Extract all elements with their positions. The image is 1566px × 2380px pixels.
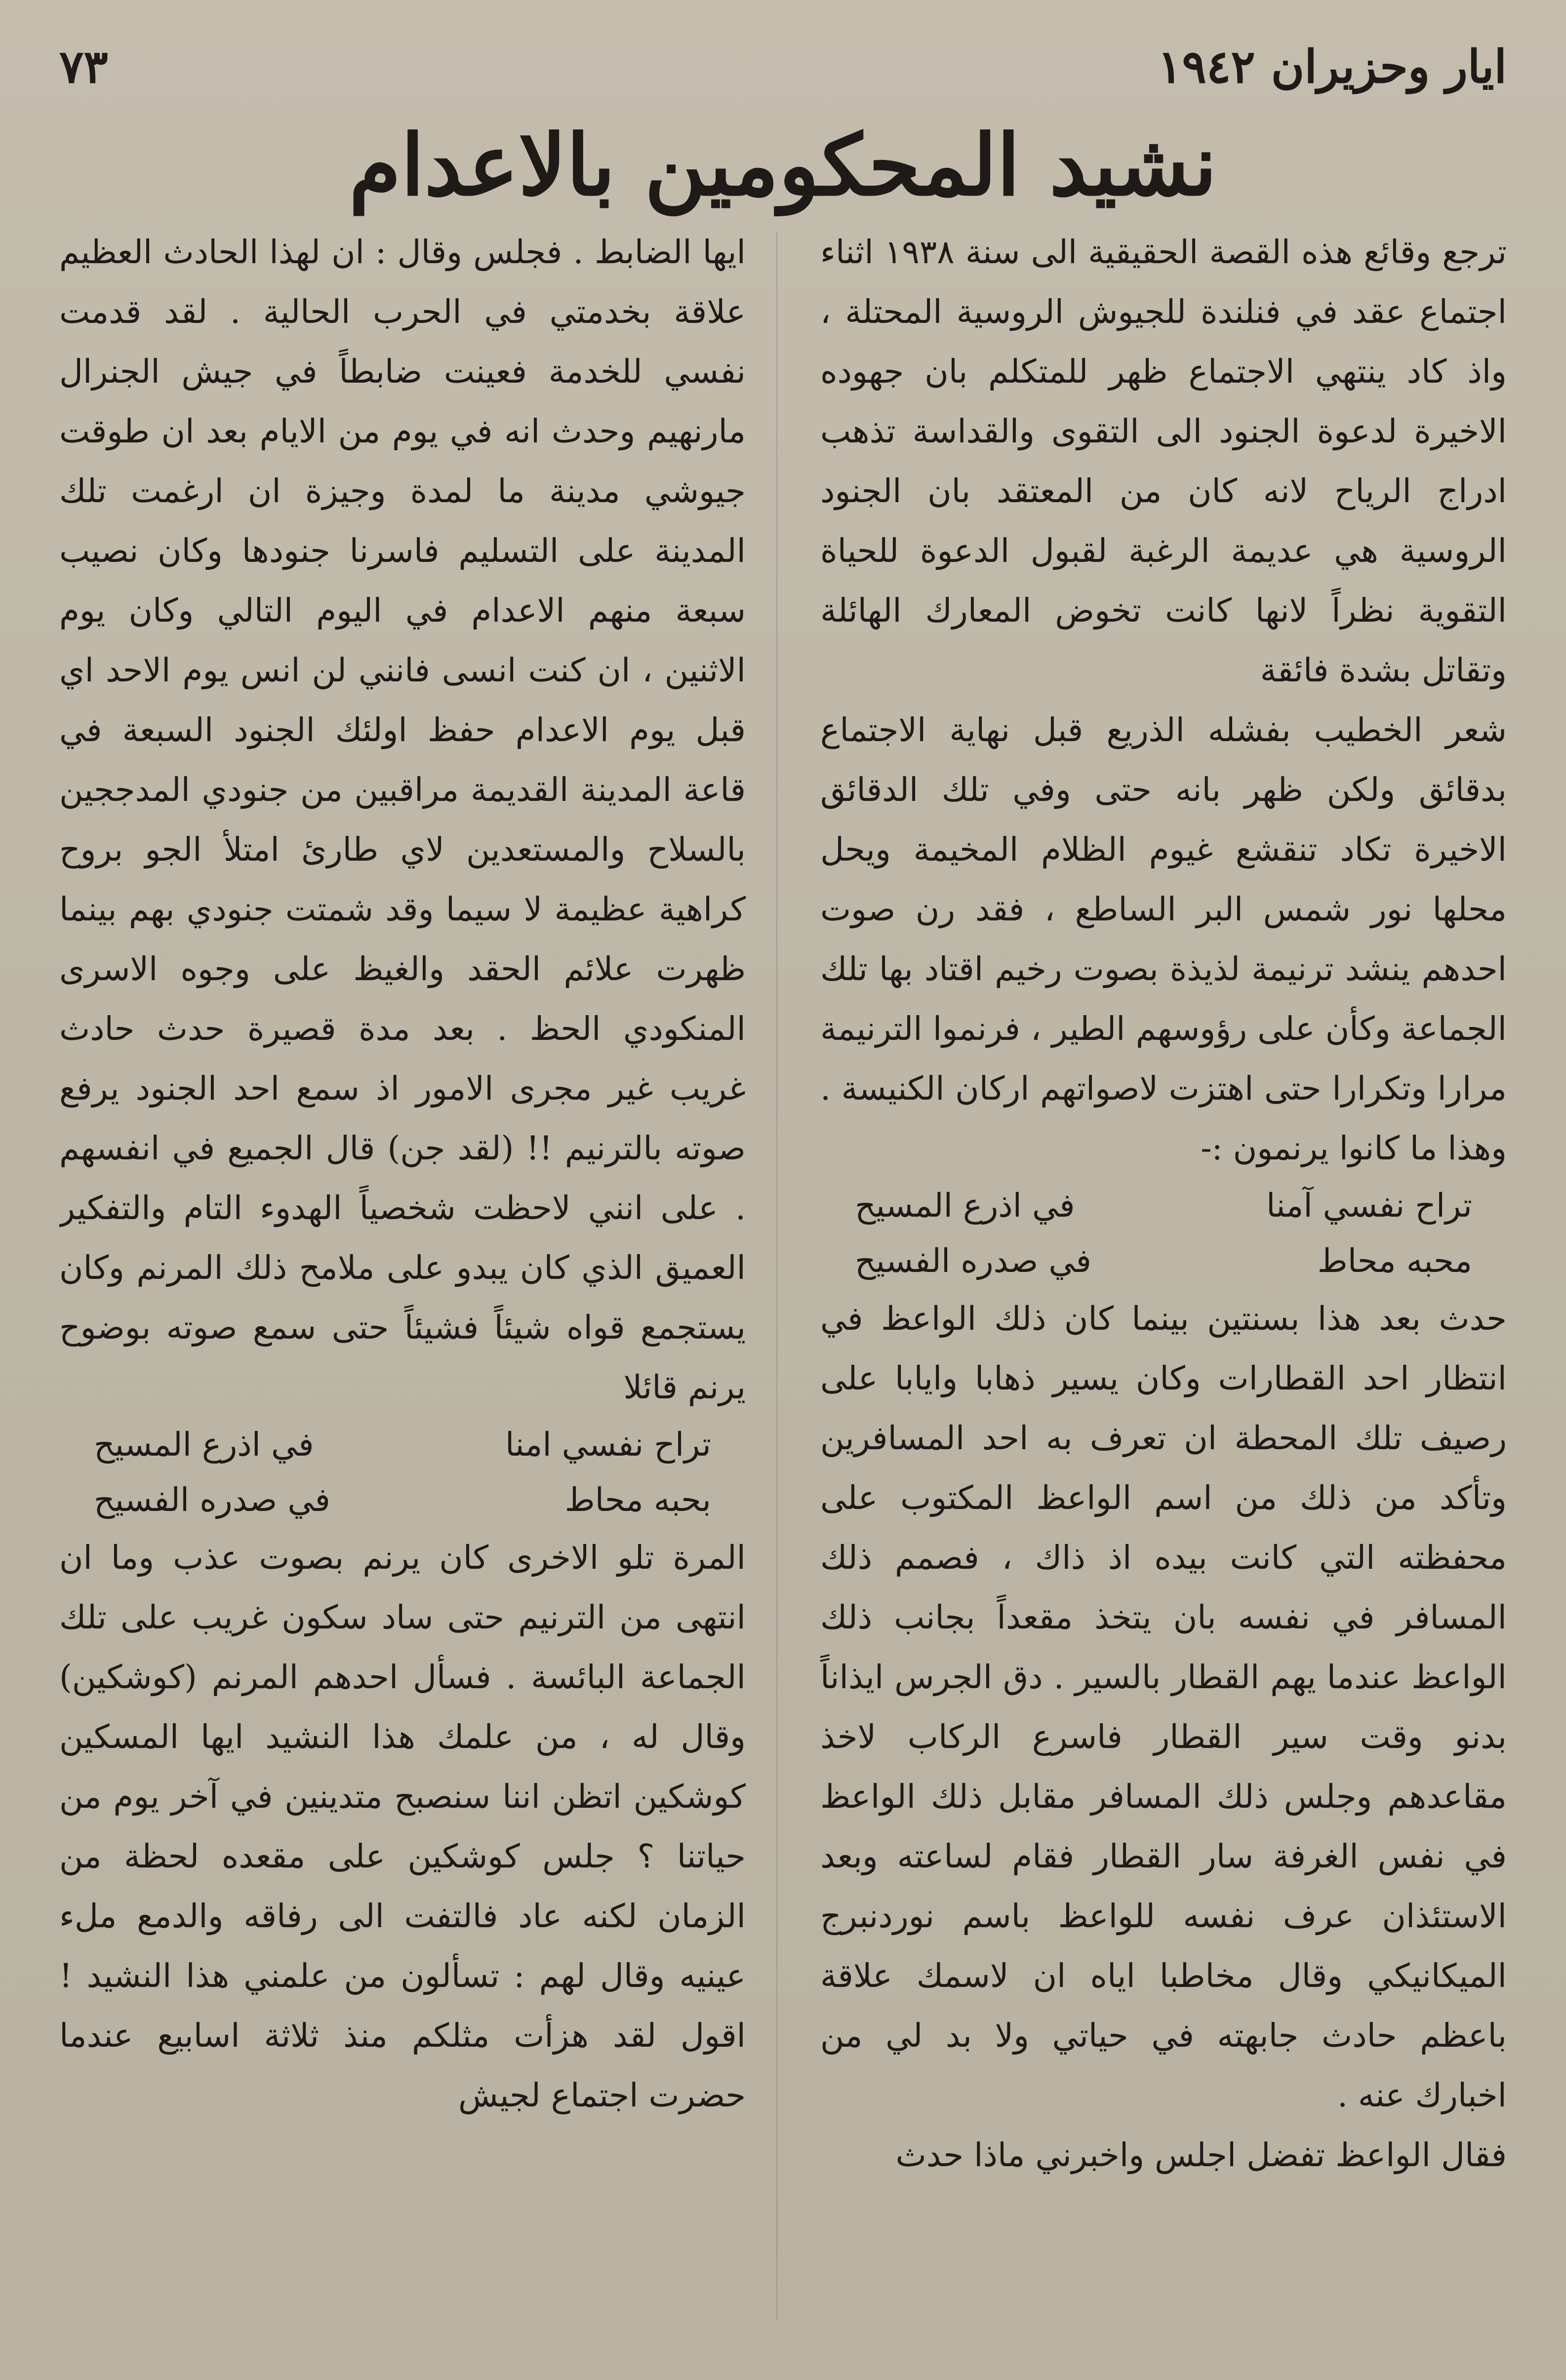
page-number: ٧٣ bbox=[59, 40, 108, 93]
verse-hemistich: تراح نفسي امنا bbox=[505, 1426, 711, 1464]
hymn-verse-line bbox=[820, 1233, 1507, 1289]
hymn-verse-line bbox=[59, 1472, 746, 1528]
paragraph: ايها الضابط . فجلس وقال : ان لهذا الحادث العظيم علاقة بخدمتي في الحرب الحالية . لقد قدمت نفسي للخدمة فعينت ضابطاً في جيش الجنرال مارنهيم وحدث انه في يوم من الايام بعد ان طوقت جيوشي مدينة ما لمدة وجيزة ان ارغمت تلك المدينة على التسليم فاسرنا جنودها وكان نصيب سبعة منهم الاعدام في اليوم التالي وكان يوم الاثنين ، ان كنت انسى فانني لن انس يوم الاحد اي قبل يوم الاعدام حفظ اولئك الجنود السبعة في قاعة المدينة القديمة مراقبين من جنودي المدججين بالسلاح والمستعدين لاي طارئ امتلأ الجو بروح كراهية عظيمة لا سيما وقد شمتت جنودي بهم بينما ظهرت علائم الحقد والغيظ على وجوه الاسرى المنكودي الحظ . بعد مدة قصيرة حدث حادث غريب غير مجرى الامور اذ سمع احد الجنود يرفع صوته بالترنيم !! (لقد جن) قال الجميع في انفسهم . على انني لاحظت شخصياً الهدوء التام والتفكير العميق الذي كان يبدو على ملامح ذلك المرنم وكان يستجمع قواه شيئاً فشيئاً حتى سمع صوته بوضوح يرنم قائلا bbox=[59, 233, 746, 1406]
left-column bbox=[59, 222, 746, 2326]
verse-hemistich: في صدره الفسيح bbox=[855, 1242, 1091, 1280]
paragraph: المرة تلو الاخرى كان يرنم بصوت عذب وما ان انتهى من الترنيم حتى ساد سكون غريب على تلك الجماعة البائسة . فسأل احدهم المرنم (كوشكين) وقال له ، من علمك هذا النشيد ايها المسكين كوشكين اتظن اننا سنصبح متدينين في آخر يوم من حياتنا ؟ جلس كوشكين على مقعده لحظة من الزمان لكنه عاد فالتفت الى رفاقه والدمع ملء عينيه وقال لهم : تسألون من علمني هذا النشيد ! اقول لقد هزأت مثلكم منذ ثلاثة اسابيع عندما حضرت اجتماع لجيش bbox=[59, 1539, 746, 2114]
paragraph: ترجع وقائع هذه القصة الحقيقية الى سنة ١٩٣٨ اثناء اجتماع عقد في فنلندة للجيوش الروسية المحتلة ، واذ كاد ينتهي الاجتماع ظهر للمتكلم بان جهوده الاخيرة لدعوة الجنود الى التقوى والقداسة تذهب ادراج الرياح لانه كان من المعتقد بان الجنود الروسية هي عديمة الرغبة لقبول الدعوة للحياة التقوية نظراً لانها كانت تخوض المعارك الهائلة وتقاتل بشدة فائقة bbox=[820, 233, 1507, 689]
verse-hemistich: تراح نفسي آمنا bbox=[1266, 1187, 1472, 1225]
verse-hemistich: في اذرع المسيح bbox=[94, 1426, 314, 1464]
issue-date: ايار وحزيران ١٩٤٢ bbox=[1158, 40, 1507, 93]
verse-hemistich: في صدره الفسيح bbox=[94, 1481, 330, 1519]
paragraph: فقال الواعظ تفضل اجلس واخبرني ماذا حدث bbox=[895, 2136, 1507, 2174]
article-body bbox=[59, 222, 1507, 2326]
article-title: نشيد المحكومين بالاعدام bbox=[349, 116, 1217, 215]
verse-hemistich: بحبه محاط bbox=[564, 1481, 711, 1519]
paragraph: حدث بعد هذا بسنتين بينما كان ذلك الواعظ في انتظار احد القطارات وكان يسير ذهابا وايابا على رصيف تلك المحطة ان تعرف به احد المسافرين وتأكد من ذلك من اسم الواعظ المكتوب على محفظته التي كانت بيده اذ ذاك ، فصمم ذلك المسافر في نفسه بان يتخذ مقعداً بجانب ذلك الواعظ عندما يهم القطار بالسير . دق الجرس ايذاناً بدنو وقت سير القطار فاسرع الركاب لاخذ مقاعدهم وجلس ذلك المسافر مقابل ذلك الواعظ في نفس الغرفة سار القطار فقام لساعته وبعد الاستئذان عرف نفسه للواعظ باسم نوردنبرج الميكانيكي وقال مخاطبا اياه ان لاسمك علاقة باعظم حادث جابهته في حياتي ولا بد لي من اخبارك عنه . bbox=[820, 1300, 1507, 2114]
running-head bbox=[59, 30, 1507, 104]
verse-hemistich: محبه محاط bbox=[1317, 1242, 1472, 1280]
paragraph: شعر الخطيب بفشله الذريع قبل نهاية الاجتماع بدقائق ولكن ظهر بانه حتى وفي تلك الدقائق الاخيرة تكاد تنقشع غيوم الظلام المخيمة ويحل محلها نور شمس البر الساطع ، فقد رن صوت احدهم ينشد ترنيمة لذيذة بصوت رخيم اقتاد بها تلك الجماعة وكأن على رؤوسهم الطير ، فرنموا الترنيمة مرارا وتكرارا حتى اهتزت لاصواتهم اركان الكنيسة . وهذا ما كانوا يرنمون :- bbox=[820, 711, 1507, 1167]
hymn-verse-line bbox=[820, 1178, 1507, 1233]
hymn-verse-line bbox=[59, 1417, 746, 1472]
right-column bbox=[820, 222, 1507, 2326]
verse-hemistich: في اذرع المسيح bbox=[855, 1187, 1075, 1225]
